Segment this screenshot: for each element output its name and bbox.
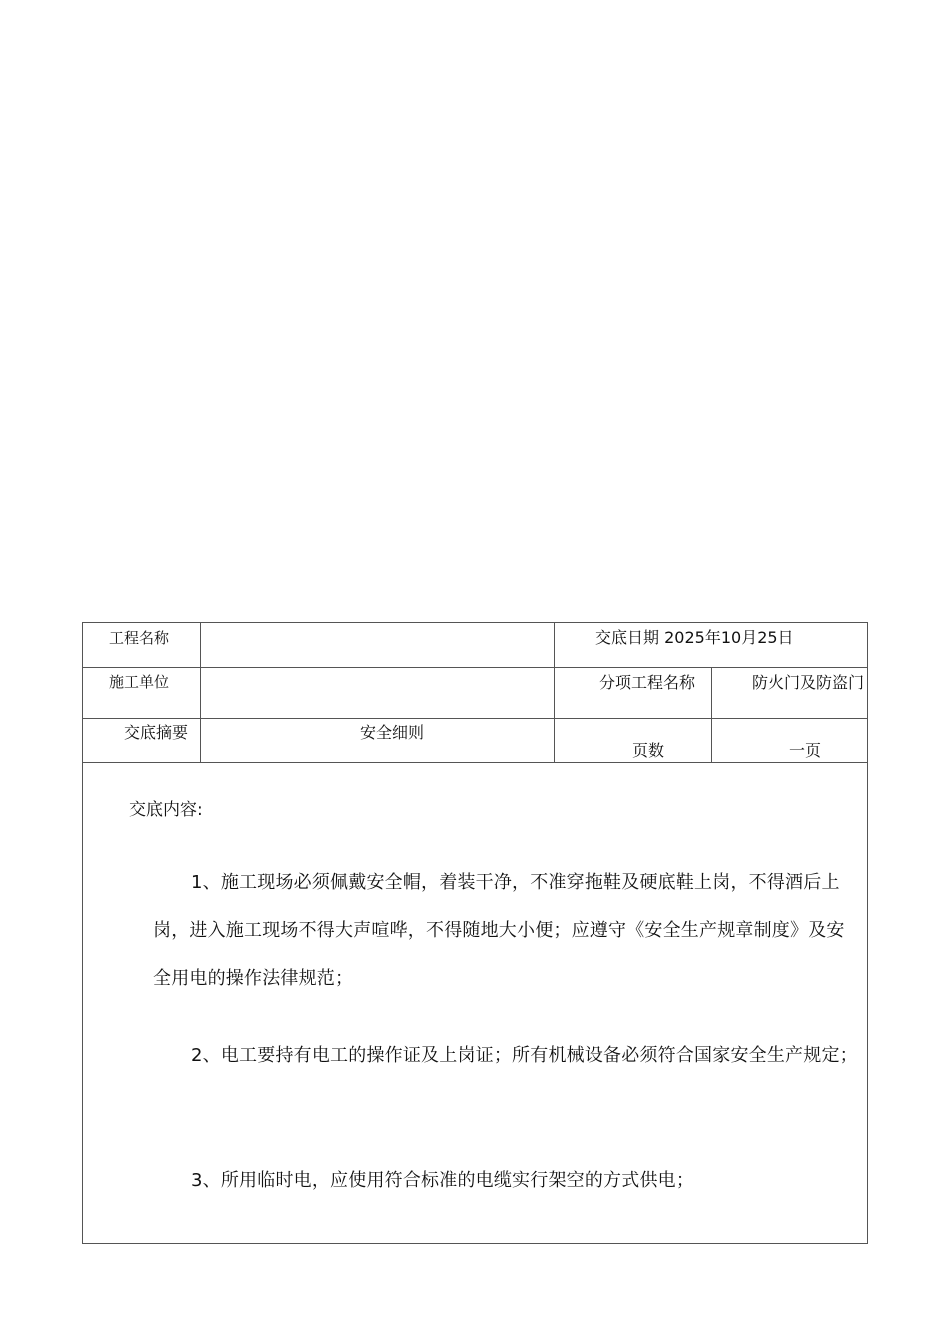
content-item-2: 2、电工要持有电工的操作证及上岗证；所有机械设备必须符合国家安全生产规定； bbox=[191, 1045, 858, 1066]
content-item-1: 1、施工现场必须佩戴安全帽，着装干净，不准穿拖鞋及硬底鞋上岗，不得酒后上岗，进入施工现场不得大声喧哗，不得随地大小便；应遵守《安全生产规章制度》及安全用电的操作法律规范； bbox=[153, 872, 845, 989]
project-name-value[interactable] bbox=[201, 623, 554, 667]
column-divider bbox=[711, 667, 712, 762]
construction-unit-label: 施工单位 bbox=[109, 673, 170, 691]
disclosure-form bbox=[82, 622, 868, 1244]
row-divider bbox=[83, 762, 867, 763]
sub-project-label: 分项工程名称 bbox=[599, 673, 696, 692]
disclosure-date bbox=[595, 627, 794, 649]
date-label: 交底日期 bbox=[595, 628, 660, 647]
summary-value: 安全细则 bbox=[360, 723, 425, 742]
content-item-3: 3、所用临时电，应使用符合标准的电缆实行架空的方式供电； bbox=[191, 1170, 695, 1191]
content-title: 交底内容: bbox=[129, 800, 203, 820]
construction-unit-value[interactable] bbox=[201, 668, 554, 718]
pages-label: 页数 bbox=[632, 741, 665, 760]
date-value: 2025年10月25日 bbox=[664, 628, 794, 647]
sub-project-value: 防火门及防盗门 bbox=[752, 673, 865, 692]
project-name-label: 工程名称 bbox=[109, 629, 170, 647]
column-divider bbox=[554, 623, 555, 762]
pages-value: 一页 bbox=[789, 741, 822, 760]
summary-label: 交底摘要 bbox=[124, 723, 189, 742]
